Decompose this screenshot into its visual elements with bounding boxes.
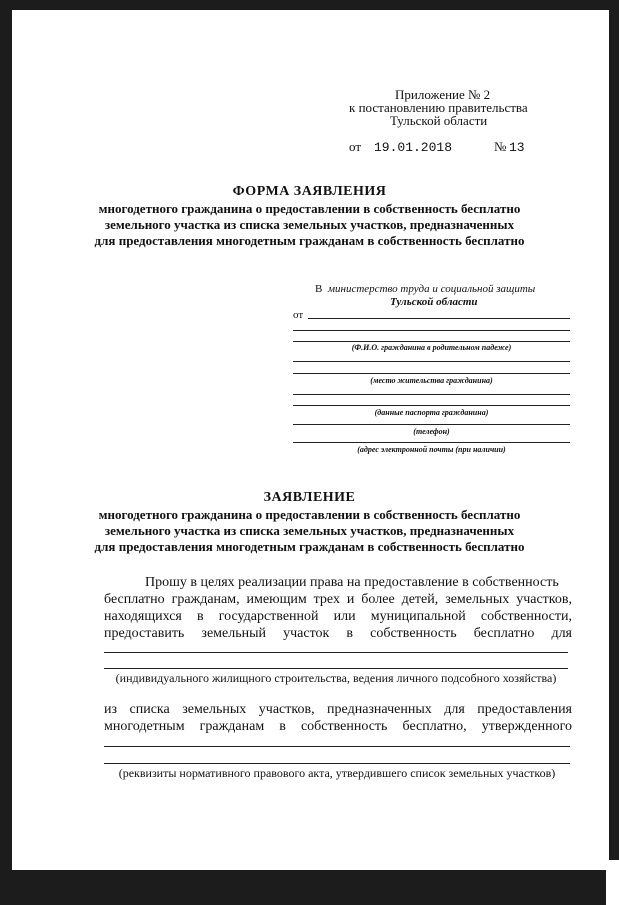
- act-line-1: [104, 746, 570, 747]
- annex-line-2: к постановлению правительства: [349, 100, 528, 115]
- body-p2-line-1: из списка земельных участков, предназначенных для предоставления: [104, 702, 572, 717]
- passport-line-1: [293, 394, 570, 395]
- caption-phone: (телефон): [413, 427, 450, 436]
- body-p1-line-2: бесплатно гражданам, имеющим трех и более детей, земельных участков,: [104, 592, 572, 607]
- addressee-prefix: В: [315, 283, 323, 295]
- statement-title-main: ЗАЯВЛЕНИЕ: [263, 490, 356, 505]
- fio-line-1: [308, 318, 570, 319]
- scan-border-left: [0, 0, 12, 905]
- fio-line-2: [293, 330, 570, 331]
- body-p2-line-2: многодетным гражданам в собственность бесплатно, утвержденного: [104, 719, 572, 734]
- body-p1-line-1: Прошу в целях реализации права на предоставление в собственность: [145, 575, 559, 590]
- form-title-line-2: многодетного гражданина о предоставлении в собственность бесплатно: [98, 201, 521, 216]
- phone-line: [293, 424, 570, 425]
- scan-border-bottom: [0, 870, 606, 905]
- addressee-line-1: министерство труда и социальной защиты: [328, 283, 536, 295]
- residence-line-2: [293, 373, 570, 374]
- annex-line-3: Тульской области: [390, 113, 488, 128]
- body-p1-line-4: предоставить земельный участок в собственность бесплатно для: [104, 626, 572, 641]
- act-line-2: [104, 763, 570, 764]
- annex-line-1: Приложение № 2: [395, 87, 491, 102]
- annex-number-label: №: [494, 139, 507, 154]
- form-title-line-4: для предоставления многодетным гражданам в собственность бесплатно: [94, 233, 525, 248]
- note-act: (реквизиты нормативного правового акта, утвердившего список земельных участков): [118, 766, 556, 780]
- fio-line-3: [293, 341, 570, 342]
- note-purpose: (индивидуального жилищного строительства, ведения личного подсобного хозяйства): [115, 671, 557, 685]
- caption-residence: (место жительства гражданина): [370, 376, 493, 385]
- annex-number-value: 13: [509, 140, 525, 155]
- statement-title-line-4: для предоставления многодетным гражданам в собственность бесплатно: [94, 539, 525, 554]
- scan-border-right: [609, 0, 619, 860]
- caption-passport: (данные паспорта гражданина): [374, 408, 489, 417]
- residence-line-1: [293, 361, 570, 362]
- purpose-line-2: [104, 668, 568, 669]
- addressee-from-label: от: [293, 309, 304, 321]
- annex-date-value: 19.01.2018: [374, 140, 453, 155]
- annex-date-prefix: от: [349, 139, 362, 154]
- caption-fio: (Ф.И.О. гражданина в родительном падеже): [351, 343, 512, 352]
- statement-title-line-3: земельного участка из списка земельных участков, предназначенных: [104, 523, 515, 538]
- body-p1-line-3: находящихся в государственной или муниципальной собственности,: [104, 609, 572, 624]
- email-line: [293, 442, 570, 443]
- passport-line-2: [293, 405, 570, 406]
- caption-email: (адрес электронной почты (при наличии): [357, 445, 506, 454]
- scan-border-top: [0, 0, 619, 10]
- form-title-main: ФОРМА ЗАЯВЛЕНИЯ: [232, 184, 387, 199]
- statement-title-line-2: многодетного гражданина о предоставлении в собственность бесплатно: [98, 507, 521, 522]
- purpose-line-1: [104, 652, 568, 653]
- form-title-line-3: земельного участка из списка земельных участков, предназначенных: [104, 217, 515, 232]
- addressee-line-2: Тульской области: [390, 296, 478, 308]
